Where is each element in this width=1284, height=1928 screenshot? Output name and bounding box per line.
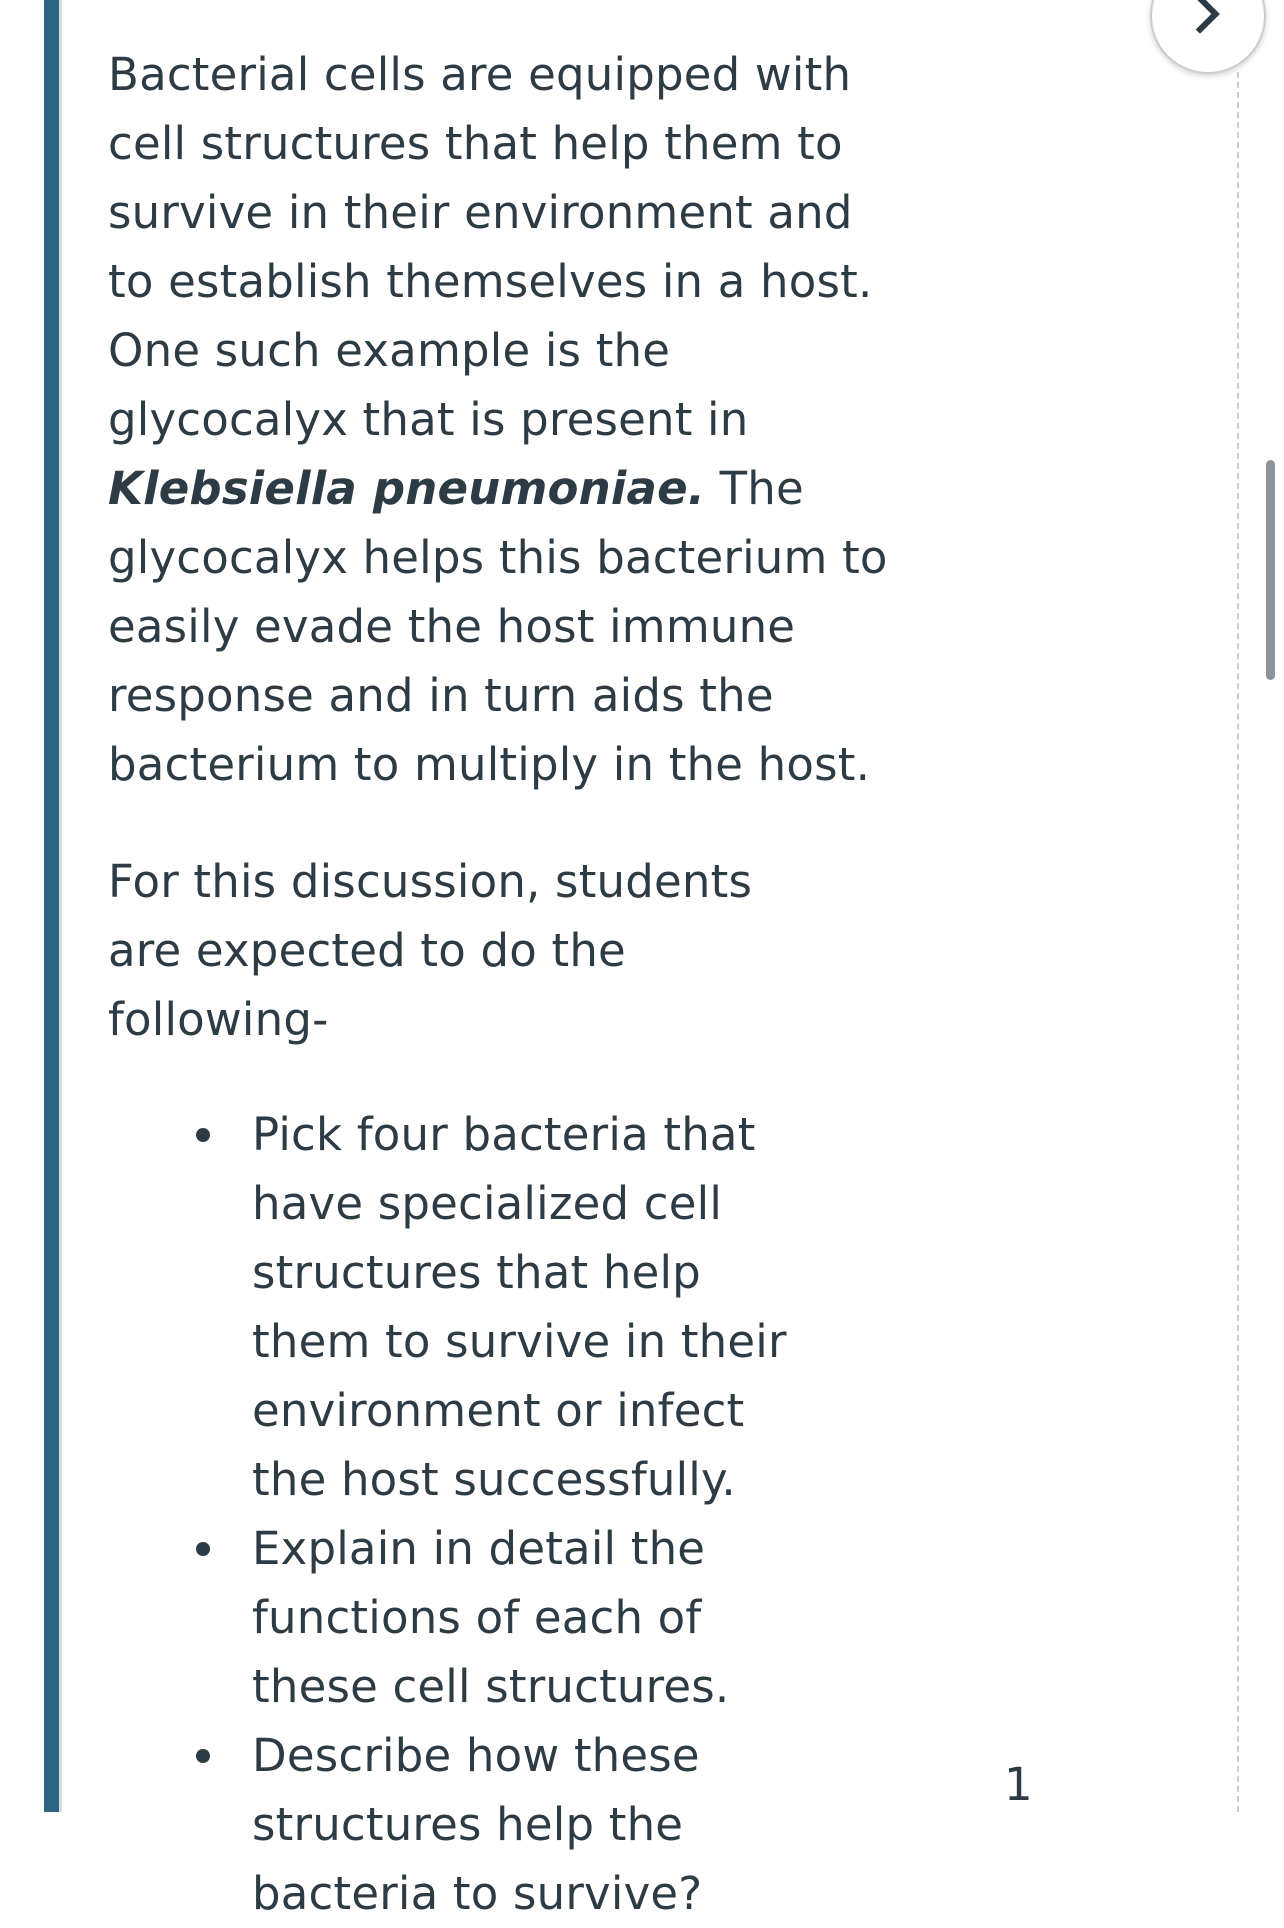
- bullet-icon: [196, 1128, 210, 1142]
- list-item-text: Explain in detail the functions of each of these cell structures.: [252, 1522, 730, 1713]
- paragraph-gap: [108, 799, 908, 847]
- species-name: Klebsiella pneumoniae.: [108, 462, 706, 515]
- instructions-intro: For this discussion, students are expected to do the following-: [108, 855, 753, 1046]
- bullet-icon: [196, 1749, 210, 1763]
- dashed-divider: [1237, 72, 1239, 1812]
- page-number: 1: [1004, 1758, 1033, 1811]
- chevron-right-icon: [1180, 0, 1220, 34]
- bullet-icon: [196, 1542, 210, 1556]
- list-item-text: Pick four bacteria that have specialized cell structures that help them to survive in their environment or infect the host successfully.: [252, 1108, 787, 1506]
- intro-paragraph: [108, 40, 898, 799]
- intro-text-continued: The glycocalyx helps this bacterium to easily evade the host immune response and in turn aids the bacterium to multiply in the host.: [108, 462, 888, 791]
- scrollbar-track[interactable]: [1262, 0, 1284, 1812]
- scrollbar-thumb[interactable]: [1266, 460, 1275, 680]
- list-item: [252, 1100, 812, 1514]
- left-accent-border: [44, 0, 59, 1812]
- list-item-text: Describe how these structures help the bacteria to survive?: [252, 1729, 703, 1920]
- intro-text: Bacterial cells are equipped with cell structures that help them to survive in their environment and to establish themselves in a host. One such example is the glycocalyx that is present in: [108, 48, 873, 446]
- discussion-content: [108, 40, 908, 1928]
- list-item: [252, 1514, 812, 1721]
- next-button[interactable]: [1150, 0, 1266, 74]
- list-item: [252, 1721, 812, 1928]
- left-border-shadow: [59, 0, 62, 1812]
- instruction-list: [108, 1100, 812, 1928]
